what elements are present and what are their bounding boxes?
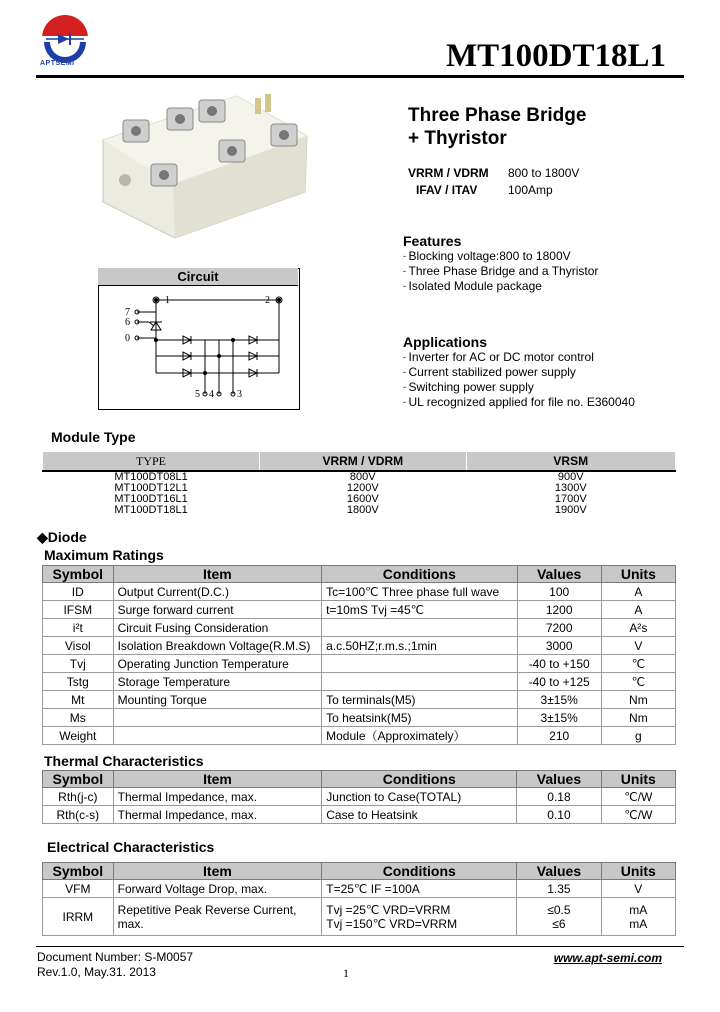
conditions-cell [322, 655, 517, 673]
unit-cell: ℃ [601, 673, 675, 691]
column-header: VRRM / VDRM [260, 452, 467, 472]
table-cell: 1700V [554, 493, 587, 505]
page-number: 1 [343, 966, 349, 980]
value-cell: 0.10 [517, 806, 601, 824]
conditions-cell [322, 898, 517, 936]
table-row [43, 637, 676, 655]
column-header: Symbol [43, 863, 114, 880]
table-cell: 1900V [554, 504, 587, 516]
spec-value: 800 to 1800V [508, 166, 580, 180]
value-cell: 3±15% [517, 691, 601, 709]
value-cell: 3±15% [517, 709, 601, 727]
item-cell: Thermal Impedance, max. [113, 788, 322, 806]
symbol-cell: Ms [43, 709, 114, 727]
spec-row-current [408, 183, 553, 197]
product-title-line1: Three Phase Bridge [408, 105, 587, 126]
column-header: Units [601, 863, 675, 880]
value-cell: 100 [517, 583, 601, 601]
pin-label: 0 [125, 333, 130, 344]
max-ratings-table [42, 565, 676, 745]
conditions-cell: Tc=100℃ Three phase full wave [322, 583, 517, 601]
item-cell: Surge forward current [113, 601, 322, 619]
table-cell: MT100DT08L1 [43, 471, 260, 483]
unit-cell: A [601, 583, 675, 601]
table-row [43, 727, 676, 745]
pin-label: 1 [165, 295, 170, 306]
table-row [43, 619, 676, 637]
table-cell: 1300V [554, 482, 587, 494]
thermal-heading: Thermal Characteristics [44, 753, 204, 769]
spec-value: 100Amp [508, 183, 553, 197]
symbol-cell: Tvj [43, 655, 114, 673]
application-item: - UL recognized applied for file no. E360040 [403, 395, 635, 410]
document-number: Document Number: S-M0057 [37, 950, 194, 964]
application-item: - Inverter for AC or DC motor control [403, 350, 635, 365]
column-header: Units [601, 771, 675, 788]
table-cell: 1600V [346, 493, 379, 505]
item-cell [113, 727, 322, 745]
unit-cell: Nm [601, 709, 675, 727]
symbol-cell: VFM [43, 880, 114, 898]
column-header: Conditions [322, 863, 517, 880]
conditions-cell: a.c.50HZ;r.m.s.;1min [322, 637, 517, 655]
column-header: VRSM [466, 452, 675, 472]
column-header: Values [517, 771, 601, 788]
table-cell: MT100DT16L1 [114, 493, 188, 505]
condition-line: Tvj =25℃ VRD=VRRM [326, 902, 451, 917]
table-row [43, 788, 676, 806]
circuit-heading: Circuit [98, 268, 298, 286]
item-cell: Mounting Torque [113, 691, 322, 709]
item-cell: Circuit Fusing Consideration [113, 619, 322, 637]
module-type-table [42, 451, 676, 516]
value-line: ≤0.5 [547, 902, 571, 917]
column-header: TYPE [43, 452, 260, 472]
unit-line: mA [629, 902, 648, 917]
conditions-cell: T=25℃ IF =100A [322, 880, 517, 898]
application-item: - Current stabilized power supply [403, 365, 635, 380]
electrical-heading: Electrical Characteristics [47, 839, 215, 855]
max-ratings-heading: Maximum Ratings [44, 547, 164, 563]
conditions-cell: t=10mS Tvj =45℃ [322, 601, 517, 619]
revision: Rev.1.0, May.31. 2013 [37, 965, 156, 979]
item-cell: Storage Temperature [113, 673, 322, 691]
value-cell: 3000 [517, 637, 601, 655]
website-link[interactable]: www.apt-semi.com [553, 951, 662, 965]
unit-cell: A [601, 601, 675, 619]
table-row [43, 601, 676, 619]
table-row [43, 806, 676, 824]
value-cell: 210 [517, 727, 601, 745]
table-row [43, 505, 676, 516]
table-row [43, 583, 676, 601]
pin-label: 5 [195, 389, 200, 400]
unit-cell: Nm [601, 691, 675, 709]
spec-row-voltage [408, 166, 579, 180]
column-header: Item [113, 566, 322, 583]
value-cell: 1200 [517, 601, 601, 619]
symbol-cell: i²t [43, 619, 114, 637]
product-title [408, 104, 586, 150]
header-rule [36, 75, 684, 78]
conditions-cell [322, 619, 517, 637]
column-header: Item [113, 771, 322, 788]
product-title-line2: + Thyristor [408, 128, 507, 149]
value-cell [517, 898, 601, 936]
table-row [43, 673, 676, 691]
item-cell: Operating Junction Temperature [113, 655, 322, 673]
electrical-table [42, 862, 676, 936]
application-item: - Switching power supply [403, 380, 635, 395]
symbol-cell: Rth(c-s) [43, 806, 114, 824]
value-line: ≤6 [552, 916, 566, 931]
unit-cell: ℃/W [601, 788, 675, 806]
item-cell: Repetitive Peak Reverse Current, max. [113, 898, 322, 936]
features-heading: Features [403, 233, 462, 249]
spec-key: VRRM / VDRM [408, 166, 489, 180]
conditions-cell: Junction to Case(TOTAL) [322, 788, 517, 806]
symbol-cell: IFSM [43, 601, 114, 619]
applications-list [403, 350, 635, 410]
table-row [43, 691, 676, 709]
table-cell: 1200V [346, 482, 379, 494]
module-photo [95, 92, 320, 242]
pin-label: 4 [209, 389, 214, 400]
column-header: Values [517, 566, 601, 583]
feature-item: - Blocking voltage:800 to 1800V [403, 249, 598, 264]
table-cell: MT100DT18L1 [114, 504, 188, 516]
item-cell: Thermal Impedance, max. [113, 806, 322, 824]
module-type-heading: Module Type [51, 429, 136, 445]
symbol-cell: Weight [43, 727, 114, 745]
unit-cell: ℃ [601, 655, 675, 673]
conditions-cell [322, 673, 517, 691]
value-cell: -40 to +125 [517, 673, 601, 691]
spec-key: IFAV / ITAV [416, 183, 478, 197]
symbol-cell: ID [43, 583, 114, 601]
unit-cell: A²s [601, 619, 675, 637]
item-cell: Forward Voltage Drop, max. [113, 880, 322, 898]
value-cell: 1.35 [517, 880, 601, 898]
features-list [403, 249, 598, 294]
unit-cell: ℃/W [601, 806, 675, 824]
table-cell: 1800V [346, 504, 379, 516]
table-row [43, 709, 676, 727]
table-row [43, 880, 676, 898]
diode-heading: ◆Diode [37, 529, 87, 545]
feature-item: - Isolated Module package [403, 279, 598, 294]
value-cell: -40 to +150 [517, 655, 601, 673]
symbol-cell: Tstg [43, 673, 114, 691]
unit-line: mA [629, 916, 648, 931]
column-header: Symbol [43, 771, 114, 788]
pin-label: 7 [125, 307, 130, 318]
conditions-cell: Module（Approximately） [322, 727, 517, 745]
symbol-cell: IRRM [43, 898, 114, 936]
table-cell: 800V [260, 471, 467, 483]
table-row [43, 898, 676, 936]
value-cell: 0.18 [517, 788, 601, 806]
footer-rule [36, 946, 684, 947]
column-header: Values [517, 863, 601, 880]
item-cell [113, 709, 322, 727]
thermal-table [42, 770, 676, 824]
symbol-cell: Mt [43, 691, 114, 709]
column-header: Conditions [322, 771, 517, 788]
item-cell: Isolation Breakdown Voltage(R.M.S) [113, 637, 322, 655]
conditions-cell: Case to Heatsink [322, 806, 517, 824]
pin-label: 2 [265, 295, 270, 306]
logo-text: APTSEMI [40, 60, 75, 67]
unit-cell: V [601, 880, 675, 898]
column-header: Symbol [43, 566, 114, 583]
part-number-title: MT100DT18L1 [445, 38, 666, 74]
column-header: Units [601, 566, 675, 583]
value-cell: 7200 [517, 619, 601, 637]
column-header: Item [113, 863, 322, 880]
feature-item: - Three Phase Bridge and a Thyristor [403, 264, 598, 279]
table-cell: 900V [466, 471, 675, 483]
applications-heading: Applications [403, 334, 488, 350]
unit-cell [601, 898, 675, 936]
table-row [43, 655, 676, 673]
symbol-cell: Rth(j-c) [43, 788, 114, 806]
pin-label: 6 [125, 317, 130, 328]
item-cell: Output Current(D.C.) [113, 583, 322, 601]
unit-cell: V [601, 637, 675, 655]
pin-label: 3 [237, 389, 242, 400]
table-cell: MT100DT12L1 [114, 482, 188, 494]
symbol-cell: Visol [43, 637, 114, 655]
condition-line: Tvj =150℃ VRD=VRRM [326, 916, 458, 931]
unit-cell: g [601, 727, 675, 745]
conditions-cell: To heatsink(M5) [322, 709, 517, 727]
column-header: Conditions [322, 566, 517, 583]
conditions-cell: To terminals(M5) [322, 691, 517, 709]
circuit-diagram [99, 286, 298, 408]
